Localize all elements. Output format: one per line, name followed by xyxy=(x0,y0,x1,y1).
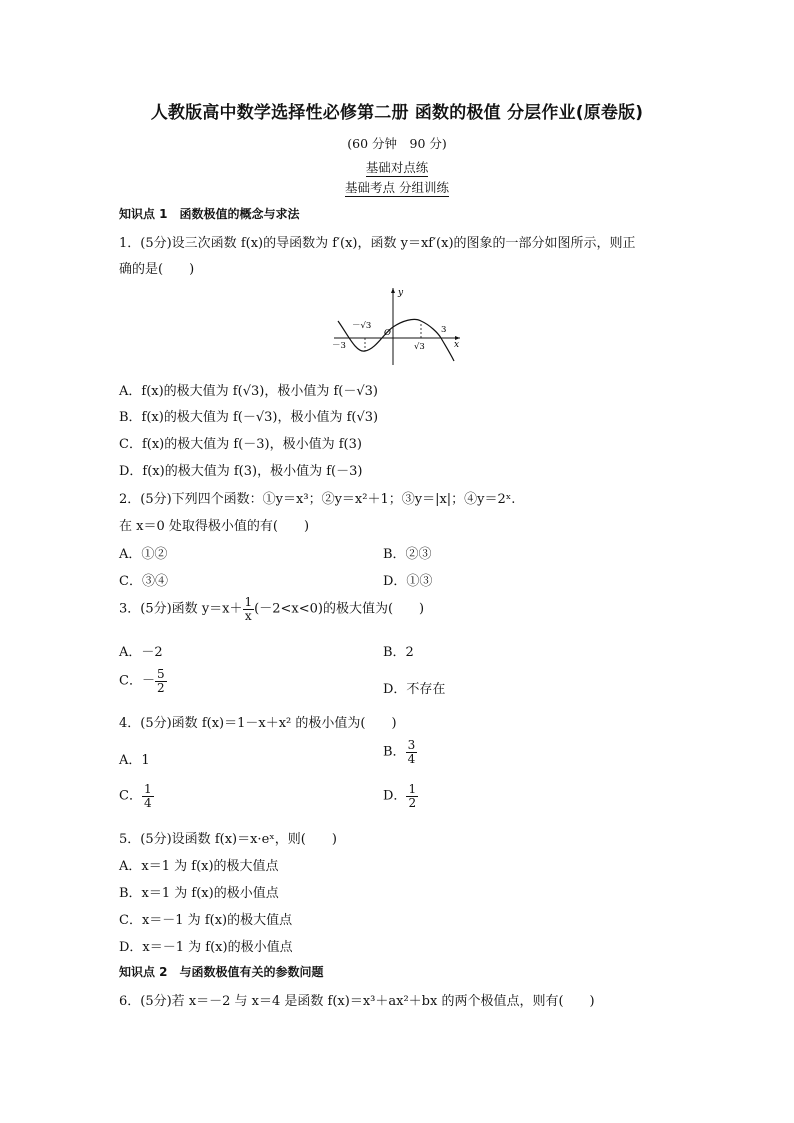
label-pos-sqrt3: √3 xyxy=(414,342,425,352)
q2-option-a: A．①② xyxy=(119,547,168,562)
q5-option-d: D．x＝－1 为 f(x)的极小值点 xyxy=(119,940,293,955)
q5-option-b: B．x＝1 为 f(x)的极小值点 xyxy=(119,886,279,901)
q1-option-b: B．f(x)的极大值为 f(－√3)，极小值为 f(√3) xyxy=(119,410,379,425)
q3-fraction: $\frac{1}{x}$ xyxy=(244,595,253,623)
label-neg3: －3 xyxy=(332,341,346,351)
q5-option-a: A．x＝1 为 f(x)的极大值点 xyxy=(119,859,279,874)
q5-option-c: C．x＝－1 为 f(x)的极大值点 xyxy=(119,913,293,928)
q3-option-d: D．不存在 xyxy=(383,682,446,697)
q1-stem-line2: 确的是( ) xyxy=(119,262,195,277)
q4-option-b: B． $\frac{3}{4}$ xyxy=(383,738,416,766)
q1-option-d: D．f(x)的极大值为 f(3)，极小值为 f(－3) xyxy=(119,464,363,479)
origin-label: O xyxy=(384,328,391,338)
q3-option-b: B．2 xyxy=(383,645,414,660)
q3-stem: 3．(5分)函数 y＝x＋ $\frac{1}{x}$ (－2<x<0)的极大值为( ) xyxy=(119,595,425,623)
y-axis-label: y xyxy=(398,288,404,298)
label-pos3: 3 xyxy=(441,325,447,335)
q1-option-c: C．f(x)的极大值为 f(－3)，极小值为 f(3) xyxy=(119,437,362,452)
x-axis-label: x xyxy=(454,340,460,350)
label-neg-sqrt3: －√3 xyxy=(352,321,372,331)
y-axis-arrow xyxy=(391,288,395,293)
q1-graph xyxy=(330,285,466,367)
q3-option-c: C．－ $\frac{5}{2}$ xyxy=(119,667,165,695)
time-score: (60 分钟 90 分) xyxy=(347,136,447,151)
q6-stem: 6．(5分)若 x＝－2 与 x＝4 是函数 f(x)＝x³＋ax²＋bx 的两个极值点，则有( ) xyxy=(119,994,595,1009)
q2-option-d: D．①③ xyxy=(383,574,433,589)
q4-stem: 4．(5分)函数 f(x)＝1－x＋x² 的极小值为( ) xyxy=(119,716,397,731)
q5-stem: 5．(5分)设函数 f(x)＝x·eˣ，则( ) xyxy=(119,832,337,847)
q4-option-c: C． $\frac{1}{4}$ xyxy=(119,782,152,810)
q2-stem-line1: 2．(5分)下列四个函数：①y＝x³；②y＝x²＋1；③y＝|x|；④y＝2ˣ. xyxy=(119,492,516,507)
q2-stem-line2: 在 x＝0 处取得极小值的有( ) xyxy=(119,519,310,534)
q4-option-a: A．1 xyxy=(119,753,150,768)
page-title: 人教版高中数学选择性必修第二册 函数的极值 分层作业(原卷版) xyxy=(150,103,644,123)
q1-stem-line1: 1．(5分)设三次函数 f(x)的导函数为 f′(x)，函数 y＝xf′(x)的图象的一部分如图所示，则正 xyxy=(119,236,636,251)
q4-option-d: D． $\frac{1}{2}$ xyxy=(383,782,417,810)
subtitle-basic-practice: 基础对点练 xyxy=(365,160,429,175)
subtitle-grouped-training: 基础考点 分组训练 xyxy=(345,180,449,195)
q3-option-a: A．－2 xyxy=(119,645,163,660)
q2-option-c: C．③④ xyxy=(119,574,168,589)
q1-option-a: A．f(x)的极大值为 f(√3)，极小值为 f(－√3) xyxy=(119,384,378,399)
section-heading-2: 知识点 2 与函数极值有关的参数问题 xyxy=(119,965,324,979)
section-heading-1: 知识点 1 函数极值的概念与求法 xyxy=(119,207,300,221)
q2-option-b: B．②③ xyxy=(383,547,432,562)
